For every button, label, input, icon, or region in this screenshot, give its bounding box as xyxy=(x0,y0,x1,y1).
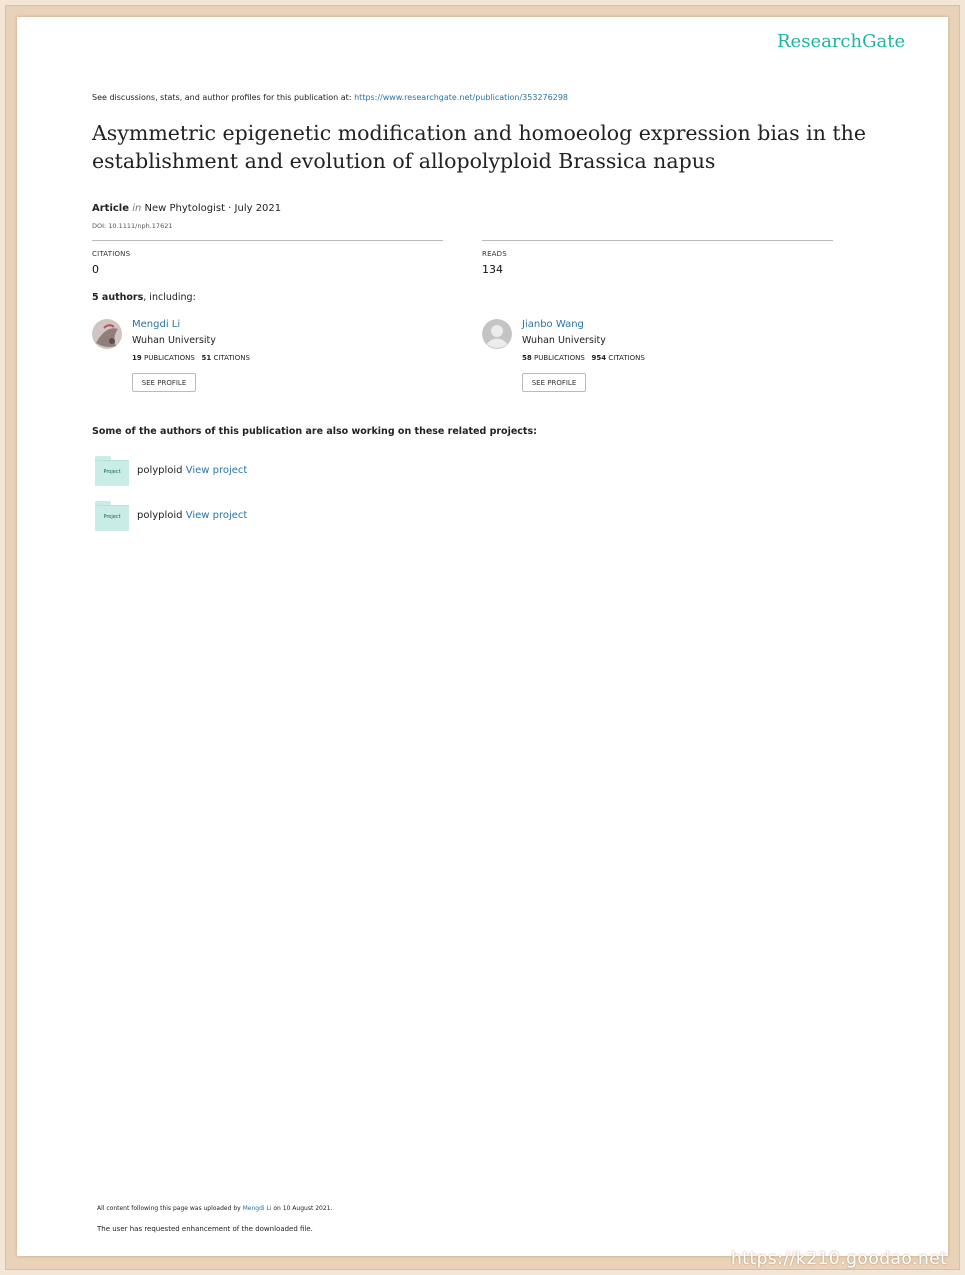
author-citations-count: 954 xyxy=(591,354,607,362)
publications-count: 58 xyxy=(522,354,532,362)
upload-note xyxy=(97,1205,332,1212)
discussion-line xyxy=(92,93,568,102)
article-type: Article xyxy=(92,203,130,214)
author-citations-count: 51 xyxy=(201,354,212,362)
project-name: polyploid xyxy=(137,510,183,521)
project-icon-label: Project xyxy=(103,469,121,475)
authors-suffix: , including: xyxy=(143,292,196,303)
author-stats xyxy=(132,354,250,362)
publication-url-link[interactable]: https://www.researchgate.net/publication/353276298 xyxy=(354,93,568,102)
discussion-prefix: See discussions, stats, and author profiles for this publication at: xyxy=(92,93,355,102)
watermark-text: https://k210.goodao.net xyxy=(731,1249,948,1269)
publications-label: PUBLICATIONS xyxy=(533,354,585,362)
project-name: polyploid xyxy=(137,465,183,476)
view-project-link[interactable]: View project xyxy=(185,510,248,521)
citations-label: CITATIONS xyxy=(92,250,131,258)
reads-divider xyxy=(482,240,833,241)
upload-note-prefix: All content following this page was uploaded by xyxy=(97,1205,243,1212)
author-affiliation: Wuhan University xyxy=(522,335,606,346)
citations-value: 0 xyxy=(92,263,99,276)
reads-label: READS xyxy=(482,250,507,258)
publications-count: 19 xyxy=(132,354,142,362)
project-folder-icon[interactable] xyxy=(95,456,129,486)
authors-count: 5 authors xyxy=(92,292,144,303)
author-stats xyxy=(522,354,645,362)
view-project-link[interactable]: View project xyxy=(185,465,248,476)
publications-label: PUBLICATIONS xyxy=(143,354,195,362)
citations-divider xyxy=(92,240,443,241)
article-title: Asymmetric epigenetic modification and homoeolog expression bias in the establishment and evolution of allopolyploid Brassica napus xyxy=(92,121,866,173)
related-projects-heading: Some of the authors of this publication are also working on these related projects: xyxy=(92,426,537,437)
author-name-link[interactable]: Mengdi Li xyxy=(132,319,181,330)
author-name-link[interactable]: Jianbo Wang xyxy=(522,319,584,330)
upload-note-suffix: on 10 August 2021. xyxy=(271,1205,333,1212)
project-icon-label: Project xyxy=(103,514,121,520)
author-citations-label: CITATIONS xyxy=(608,354,645,362)
project-folder-icon[interactable] xyxy=(95,501,129,531)
uploader-link[interactable]: Mengdi Li xyxy=(242,1205,272,1212)
in-word: in xyxy=(132,203,142,214)
project-item xyxy=(137,465,247,476)
project-item xyxy=(137,510,247,521)
enhancement-note: The user has requested enhancement of the downloaded file. xyxy=(97,1225,313,1233)
reads-value: 134 xyxy=(482,263,503,276)
doi: DOI: 10.1111/nph.17621 xyxy=(92,222,173,230)
author-avatar-jianbo-wang[interactable] xyxy=(482,319,512,349)
author-citations-label: CITATIONS xyxy=(213,354,250,362)
author-avatar-mengdi-li[interactable] xyxy=(92,319,122,349)
article-meta xyxy=(92,203,281,214)
document-page xyxy=(17,17,948,1256)
see-profile-button[interactable]: SEE PROFILE xyxy=(522,373,586,392)
author-affiliation: Wuhan University xyxy=(132,335,216,346)
researchgate-logo[interactable]: ResearchGate xyxy=(777,31,906,52)
journal-date: New Phytologist · July 2021 xyxy=(144,203,282,214)
see-profile-button[interactable]: SEE PROFILE xyxy=(132,373,196,392)
authors-count-line xyxy=(92,292,196,303)
